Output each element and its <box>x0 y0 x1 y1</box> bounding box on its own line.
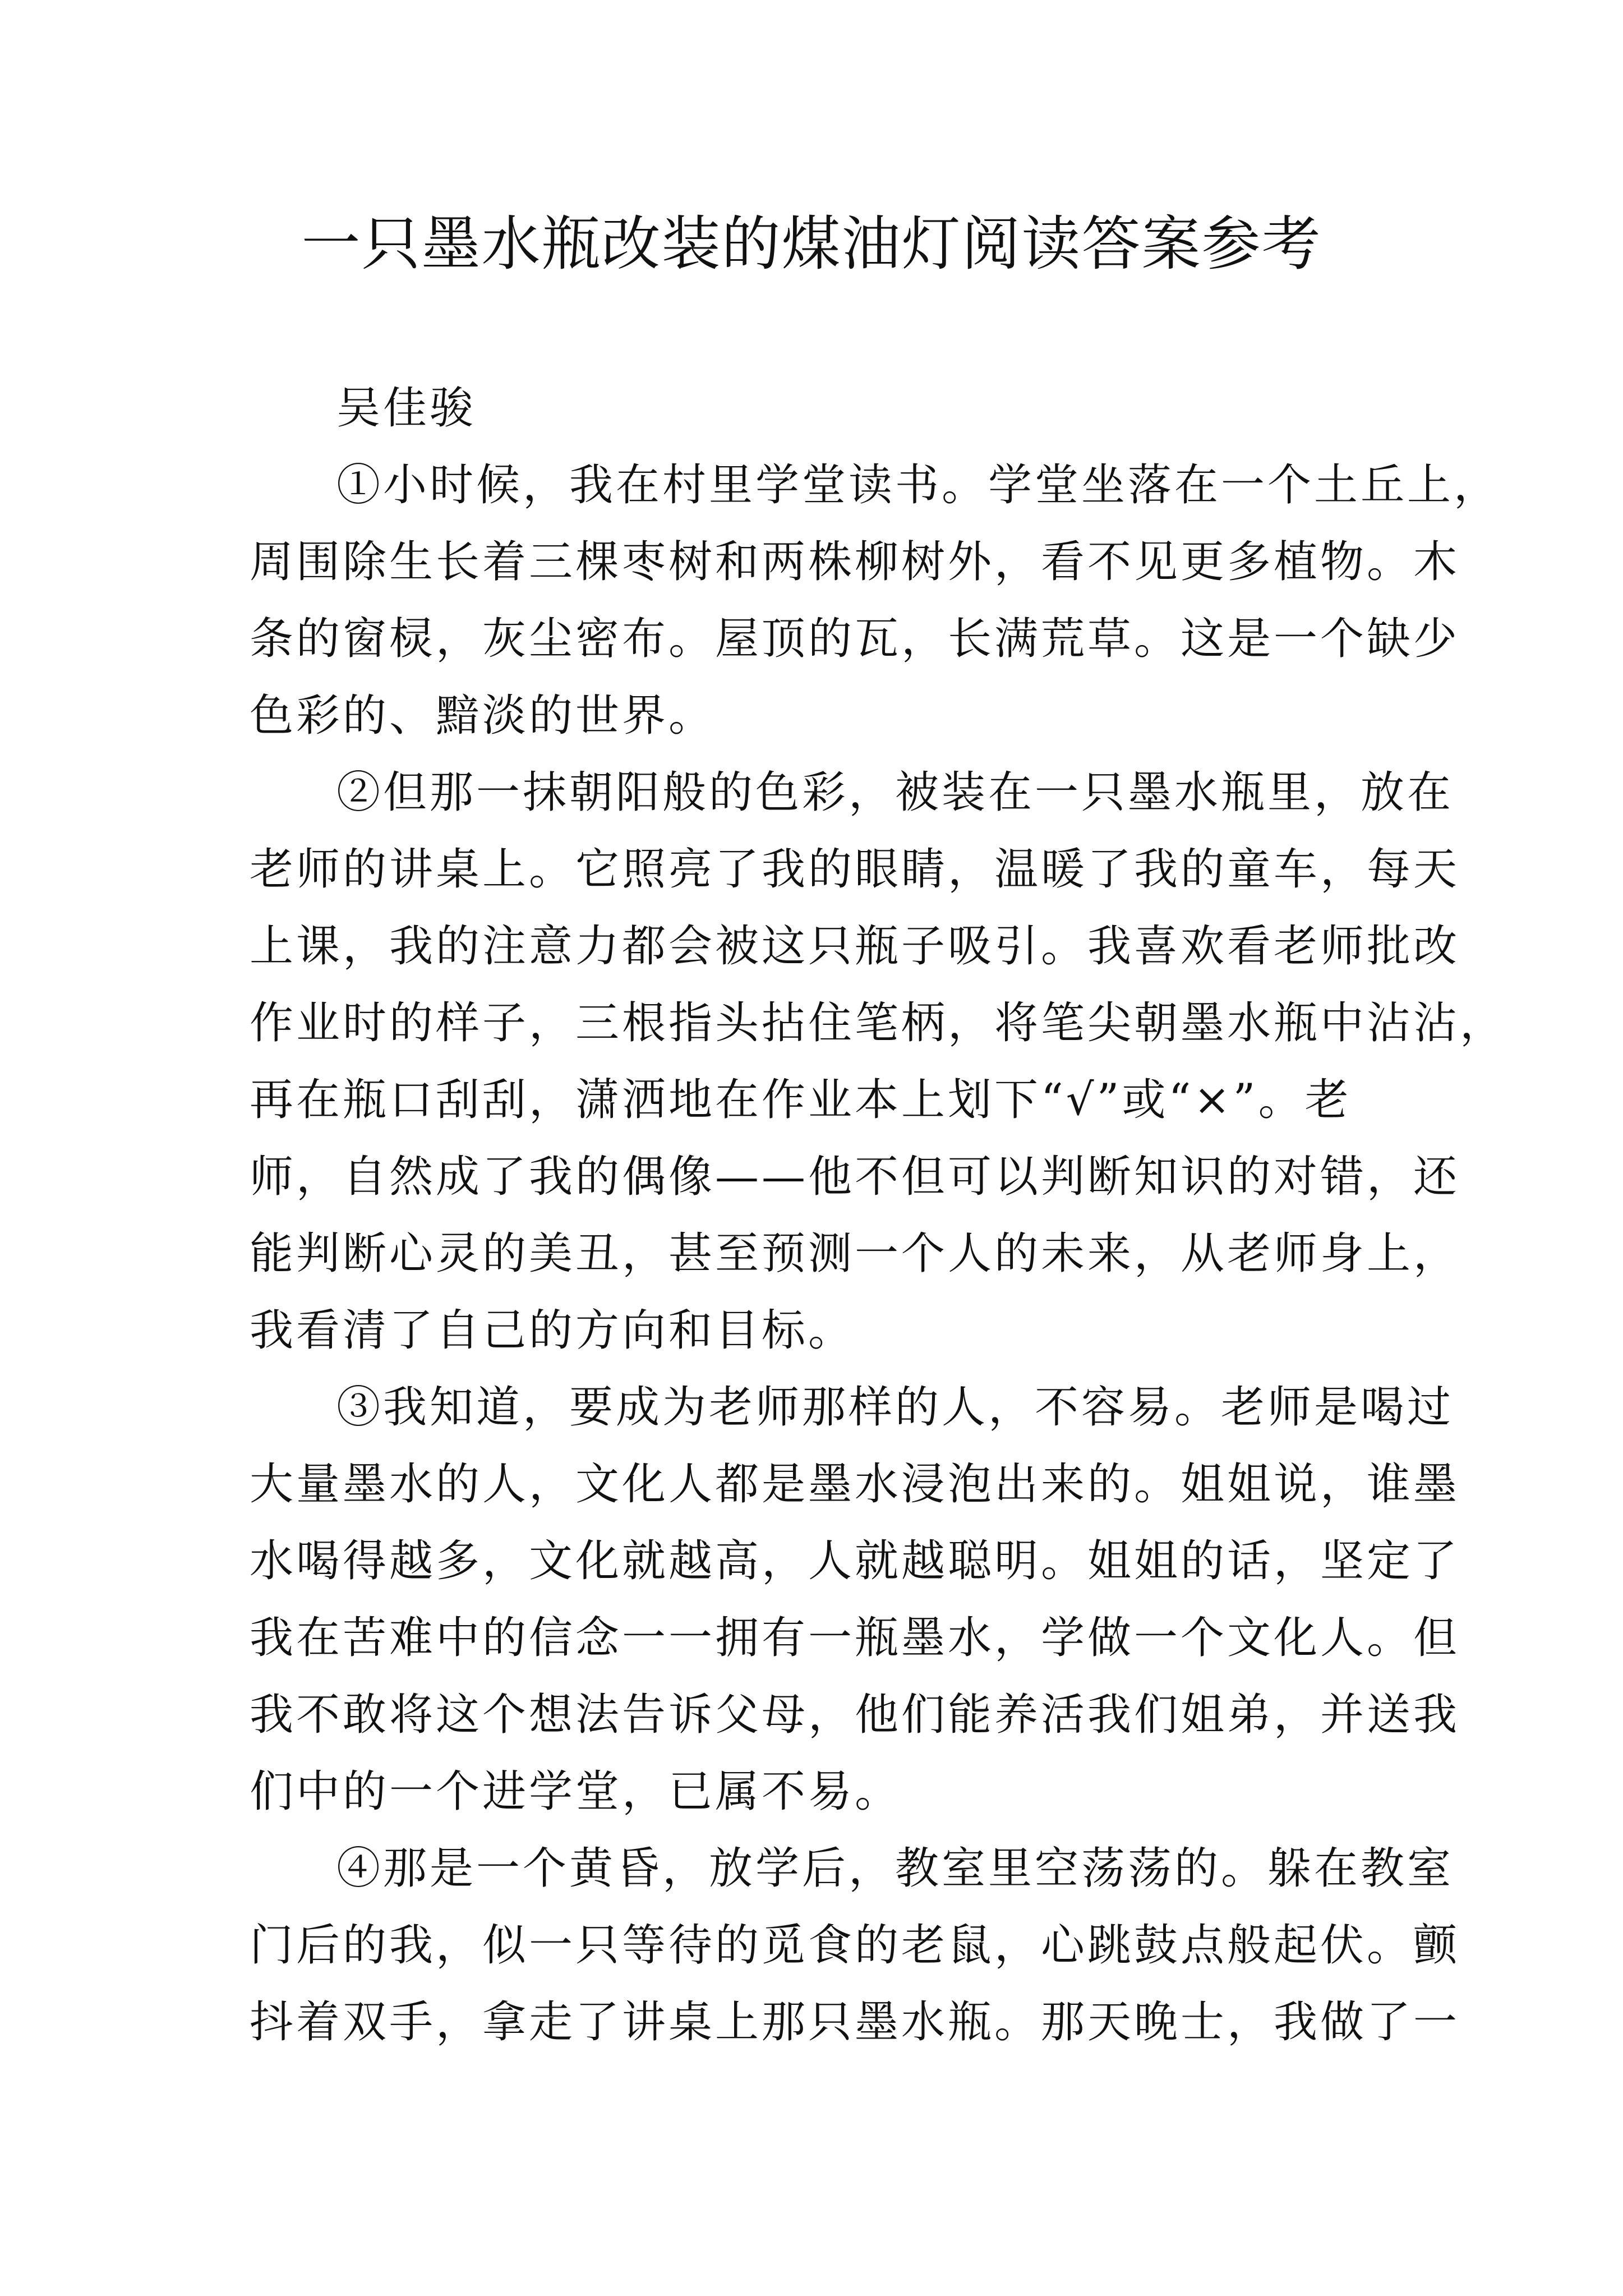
paragraph-line: 师，自然成了我的偶像——他不但可以判断知识的对错，还 <box>250 1152 1460 1202</box>
paragraph-line: 条的窗棂，灰尘密布。屋顶的瓦，长满荒草。这是一个缺少 <box>250 614 1460 664</box>
body-lines <box>250 447 1507 2061</box>
document-body <box>250 370 1507 2061</box>
paragraph-line: 老师的讲桌上。它照亮了我的眼睛，温暖了我的童车，每天 <box>250 844 1460 895</box>
paragraph-line: 我在苦难中的信念一一拥有一瓶墨水，学做一个文化人。但 <box>250 1613 1460 1663</box>
paragraph-line: 再在瓶口刮刮，潇洒地在作业本上划下“√”或“×”。老 <box>250 1075 1352 1125</box>
paragraph-line: 门后的我，似一只等待的觅食的老鼠，心跳鼓点般起伏。颤 <box>250 1920 1460 1971</box>
paragraph-line: 作业时的样子，三根指头拈住笔柄，将笔尖朝墨水瓶中沾沾， <box>250 998 1507 1048</box>
paragraph-line: 大量墨水的人，文化人都是墨水浸泡出来的。姐姐说，谁墨 <box>250 1459 1460 1510</box>
paragraph-line: 周围除生长着三棵枣树和两株柳树外，看不见更多植物。木 <box>250 537 1460 587</box>
paragraph-line: 我看清了自己的方向和目标。 <box>250 1305 855 1356</box>
paragraph-first-line: ②但那一抹朝阳般的色彩，被装在一只墨水瓶里，放在 <box>336 767 1454 818</box>
paragraph-line: 们中的一个进学堂，已属不易。 <box>250 1766 902 1817</box>
author-line: 吴佳骏 <box>336 383 477 434</box>
paragraph-line: 能判断心灵的美丑，甚至预测一个人的未来，从老师身上， <box>250 1228 1460 1279</box>
paragraph-line: 抖着双手，拿走了讲桌上那只墨水瓶。那天晚士，我做了一 <box>250 1997 1460 2047</box>
document-title: 一只墨水瓶改装的煤油灯阅读答案参考 <box>301 210 1322 278</box>
paragraph-line: 水喝得越多，文化就越高，人就越聪明。姐姐的话，坚定了 <box>250 1536 1460 1586</box>
paragraph-line: 上课，我的注意力都会被这只瓶子吸引。我喜欢看老师批改 <box>250 921 1460 972</box>
paragraph-line: 色彩的、黯淡的世界。 <box>250 691 716 741</box>
paragraph-first-line: ③我知道，要成为老师那样的人，不容易。老师是喝过 <box>336 1382 1454 1433</box>
paragraph-line: 我不敢将这个想法告诉父母，他们能养活我们姐弟，并送我 <box>250 1690 1460 1740</box>
paragraph-first-line: ①小时候，我在村里学堂读书。学堂坐落在一个土丘上， <box>336 460 1501 510</box>
paragraph-first-line: ④那是一个黄昏，放学后，教室里空荡荡的。躲在教室 <box>336 1843 1454 1894</box>
